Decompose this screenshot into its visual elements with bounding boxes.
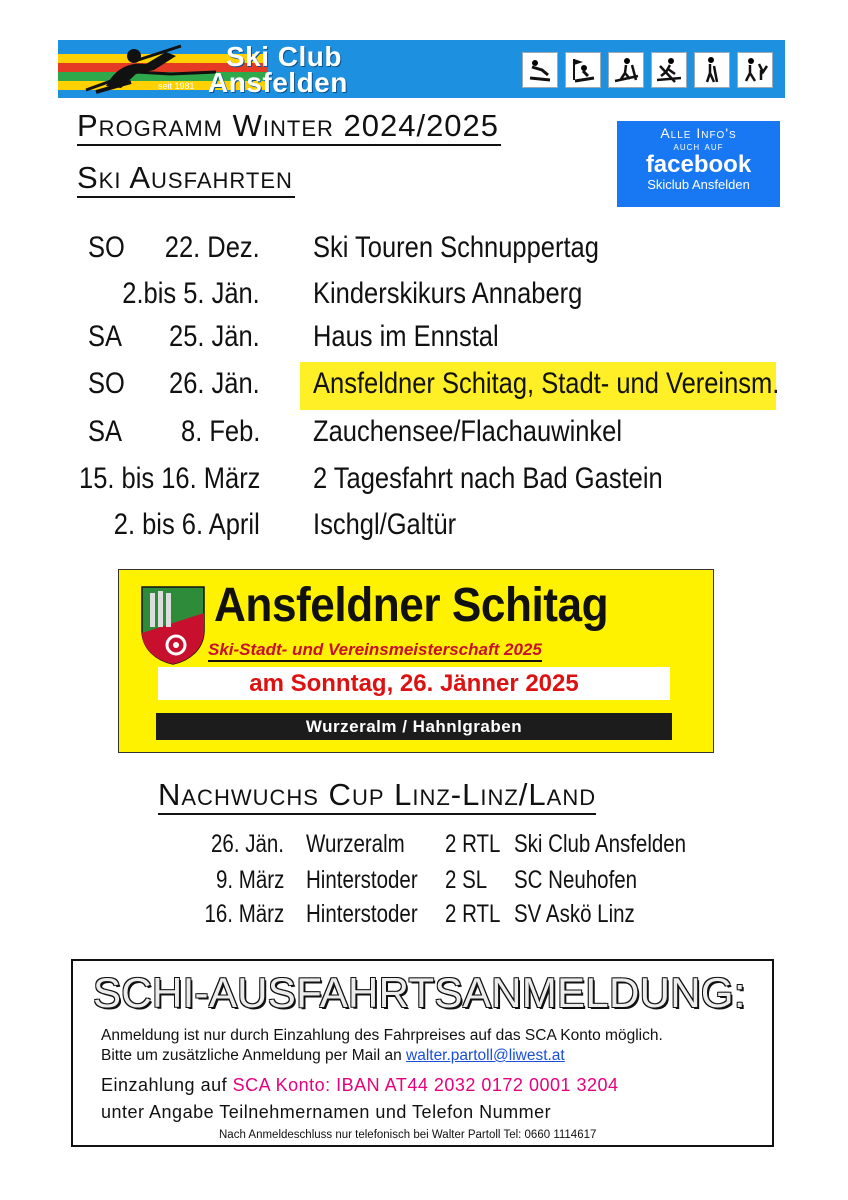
schedule-event: Ansfeldner Schitag, Stadt- und Vereinsm. — [313, 367, 780, 400]
hiking-icon — [694, 52, 730, 88]
cup-race: 2 RTL — [445, 900, 501, 928]
schedule-row — [0, 462, 848, 506]
club-banner — [58, 40, 785, 98]
cup-row — [0, 866, 848, 900]
club-name-line1: Ski Club — [226, 41, 343, 72]
schitag-date: am Sonntag, 26. Jänner 2025 — [158, 667, 670, 700]
cross-country-icon — [651, 52, 687, 88]
cup-organizer: Ski Club Ansfelden — [514, 830, 687, 858]
schedule-row — [0, 415, 848, 459]
registration-mail-text: Bitte um zusätzliche Anmeldung per Mail an — [101, 1047, 406, 1064]
schedule-date: 8. Feb. — [180, 415, 260, 448]
registration-heading: SCHI-AUSFAHRTSANMELDUNG: — [93, 969, 746, 1016]
cup-date: 9. März — [215, 866, 284, 894]
ski-touring-icon — [608, 52, 644, 88]
email-link[interactable]: walter.partoll@liwest.at — [406, 1047, 565, 1064]
section-title: Ski Ausfahrten — [77, 161, 295, 198]
cup-row — [0, 830, 848, 864]
schedule-date: 22. Dez. — [165, 231, 260, 264]
facebook-page-name: Skiclub Ansfelden — [647, 177, 750, 192]
facebook-box[interactable] — [617, 121, 780, 207]
schedule-event: Kinderskikurs Annaberg — [313, 277, 583, 310]
cup-row — [0, 900, 848, 934]
schedule-event: 2 Tagesfahrt nach Bad Gastein — [313, 462, 663, 495]
schitag-venue: Wurzeralm / Hahnlgraben — [156, 713, 672, 740]
cup-place: Hinterstoder — [306, 900, 418, 928]
schedule-day: SA — [88, 415, 123, 448]
registration-line3 — [101, 1075, 619, 1096]
schedule-row — [0, 231, 848, 275]
payment-label: Einzahlung auf — [101, 1075, 233, 1095]
cup-place: Hinterstoder — [306, 866, 418, 894]
cup-place: Wurzeralm — [306, 830, 405, 858]
schedule-date: 15. bis 16. März — [78, 462, 260, 495]
cup-date: 26. Jän. — [211, 830, 284, 858]
schedule-row — [0, 508, 848, 552]
schedule-row — [0, 277, 848, 321]
schitag-announcement — [118, 569, 714, 753]
cup-race: 2 RTL — [445, 830, 501, 858]
cup-organizer: SV Askö Linz — [514, 900, 635, 928]
cup-date: 16. März — [204, 900, 284, 928]
schedule-date: 2.bis 5. Jän. — [122, 277, 260, 310]
registration-footnote: Nach Anmeldeschluss nur telefonisch bei Walter Partoll Tel: 0660 1114617 — [219, 1129, 597, 1141]
cup-title: Nachwuchs Cup Linz-Linz/Land — [158, 778, 596, 815]
cup-race: 2 SL — [445, 866, 488, 894]
registration-line4: unter Angabe Teilnehmernamen und Telefon Nummer — [101, 1102, 552, 1122]
ski-racing-icon — [522, 52, 558, 88]
schedule-event: Ischgl/Galtür — [313, 508, 457, 541]
cup-organizer: SC Neuhofen — [514, 866, 638, 894]
slalom-gate-icon — [565, 52, 601, 88]
club-name-line2: Ansfelden — [208, 67, 348, 98]
schedule-day: SO — [88, 231, 125, 264]
program-title: Programm Winter 2024/2025 — [77, 109, 501, 146]
skier-logo-icon — [76, 42, 216, 96]
schedule-event: Zauchensee/Flachauwinkel — [313, 415, 623, 448]
registration-box — [71, 959, 774, 1147]
schedule-date: 26. Jän. — [169, 367, 260, 400]
schedule-date: 25. Jän. — [169, 320, 260, 353]
schedule-event: Haus im Ennstal — [313, 320, 499, 353]
bank-account: SCA Konto: IBAN AT44 2032 0172 0001 3204 — [232, 1075, 619, 1095]
sport-icons — [522, 52, 773, 88]
schedule-row — [0, 320, 848, 364]
facebook-line2: auch auf — [673, 139, 724, 153]
registration-line1: Anmeldung ist nur durch Einzahlung des Fahrpreises auf das SCA Konto möglich. — [101, 1027, 663, 1044]
schedule-row — [0, 367, 848, 411]
schedule-date: 2. bis 6. April — [113, 508, 260, 541]
registration-line2 — [101, 1047, 565, 1065]
schedule-event: Ski Touren Schnuppertag — [313, 231, 599, 264]
schedule-day: SO — [88, 367, 125, 400]
schitag-subtitle: Ski-Stadt- und Vereinsmeisterschaft 2025 — [208, 640, 542, 662]
facebook-line1: Alle Info's — [660, 125, 737, 141]
facebook-brand: facebook — [645, 151, 752, 178]
ansfelden-crest-icon — [140, 585, 206, 665]
schitag-title: Ansfeldner Schitag — [214, 579, 609, 632]
club-since: seit 1981 — [158, 81, 195, 91]
snowshoe-icon — [737, 52, 773, 88]
schedule-day: SA — [88, 320, 123, 353]
